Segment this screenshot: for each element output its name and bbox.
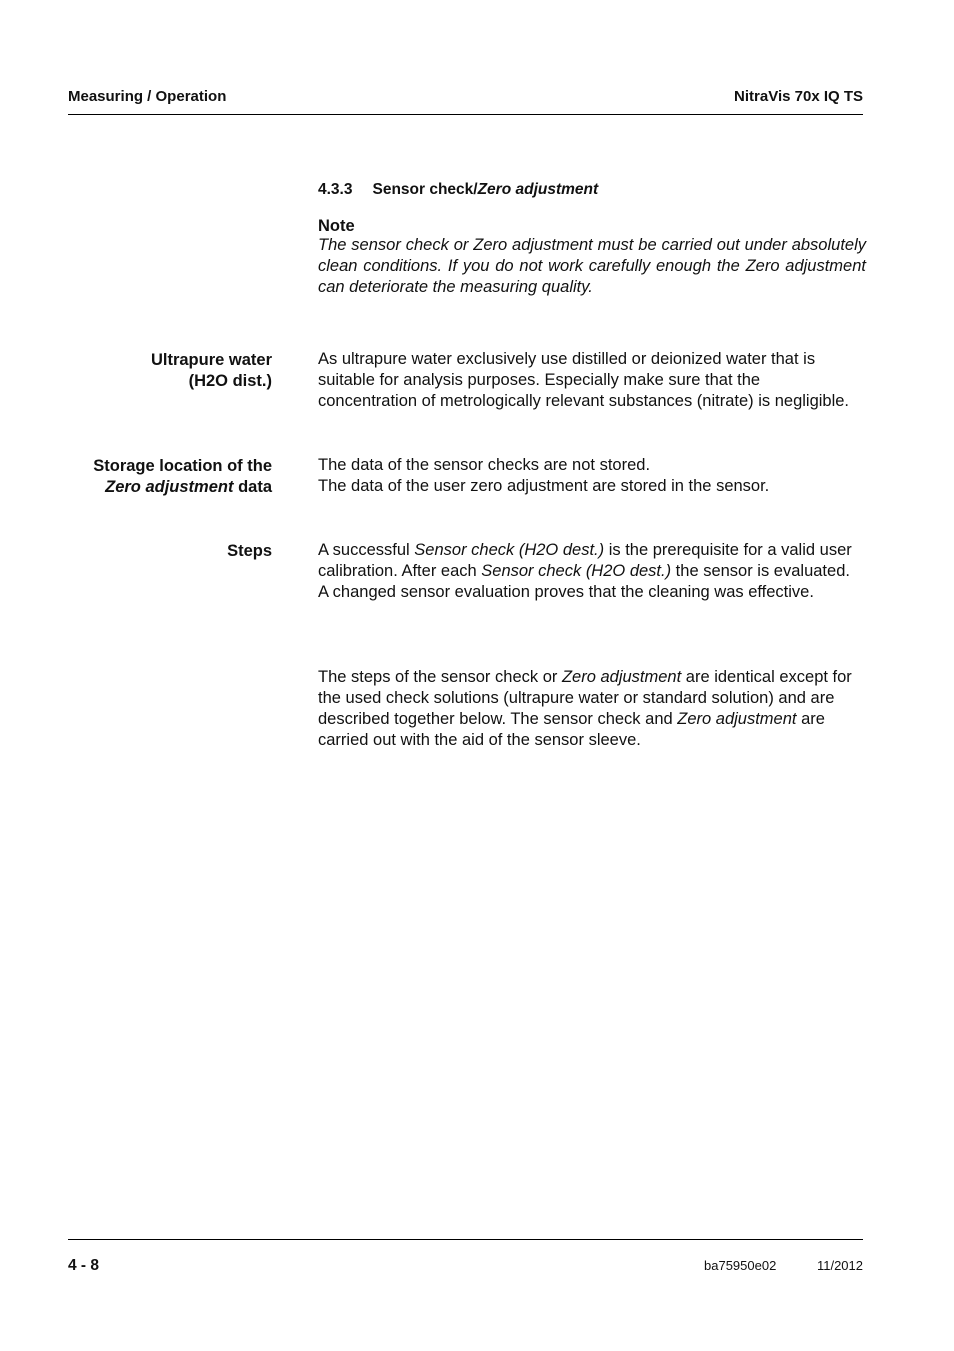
doc-date: 11/2012 [816,1258,863,1273]
storage-line1: The data of the sensor checks are not stored. [318,456,651,474]
section-number: 4.3.3 [318,181,353,198]
storage-label-line1: Storage location of the [93,457,272,475]
section-heading [318,181,598,199]
storage-label [60,456,272,498]
storage-label-italic: Zero adjustment [105,478,234,496]
section-title: Sensor check/ [372,181,478,198]
note-text: The sensor check or Zero adjustment must be carried out under absolutely clean conditions. If you do not work carefully enough the Zero adjustment can deteriorate the measuring quality. [318,236,866,296]
header-rule [68,114,863,115]
steps-label: Steps [227,542,272,560]
page-number: 4 - 8 [68,1257,100,1274]
storage-line2: The data of the user zero adjustment are stored in the sensor. [318,477,770,495]
storage-label-line2 [60,477,272,498]
storage-text [318,455,868,497]
steps-p2-b: Zero adjustment [561,668,682,686]
steps-p1-a: A successful [318,541,415,559]
section-title-italic: Zero adjustment [477,181,599,198]
steps-para2-text [318,667,863,751]
note-label: Note [318,217,355,235]
ultrapure-label-line1: Ultrapure water [150,351,272,369]
steps-p1-c: is the prerequisite for a valid user calibration. After each [318,541,852,580]
steps-para2 [318,667,863,751]
doc-id: ba75950e02 [704,1258,777,1273]
steps-p1-e: the sensor is evaluated. [671,562,850,580]
steps-para1-line2: A changed sensor evaluation proves that the cleaning was effective. [318,583,814,601]
steps-para1 [318,540,858,603]
ultrapure-label [60,350,272,392]
steps-p1-b: Sensor check (H2O dest.) [414,541,605,559]
ultrapure-label-line2: (H2O dist.) [188,372,272,390]
footer-rule [68,1239,863,1240]
steps-p2-c: are identical except for the used check solutions (ultrapure water or standard solution) and are described together below. The sensor check and [318,668,852,728]
storage-label-tail: data [233,478,272,496]
steps-p2-d: Zero adjustment [677,710,797,728]
steps-para1-text [318,540,858,582]
steps-p2-e: are carried out with the aid of the sensor sleeve. [318,710,825,749]
steps-p2-a: The steps of the sensor check or [318,668,562,686]
ultrapure-text: As ultrapure water exclusively use distilled or deionized water that is suitable for analysis purposes. Especially make sure that the concentration of metrologically relevant substances (nitrate) is negligible. [318,350,850,410]
header-right: NitraVis 70x IQ TS [734,88,863,105]
header-left: Measuring / Operation [68,88,227,105]
steps-p1-d: Sensor check (H2O dest.) [481,562,672,580]
